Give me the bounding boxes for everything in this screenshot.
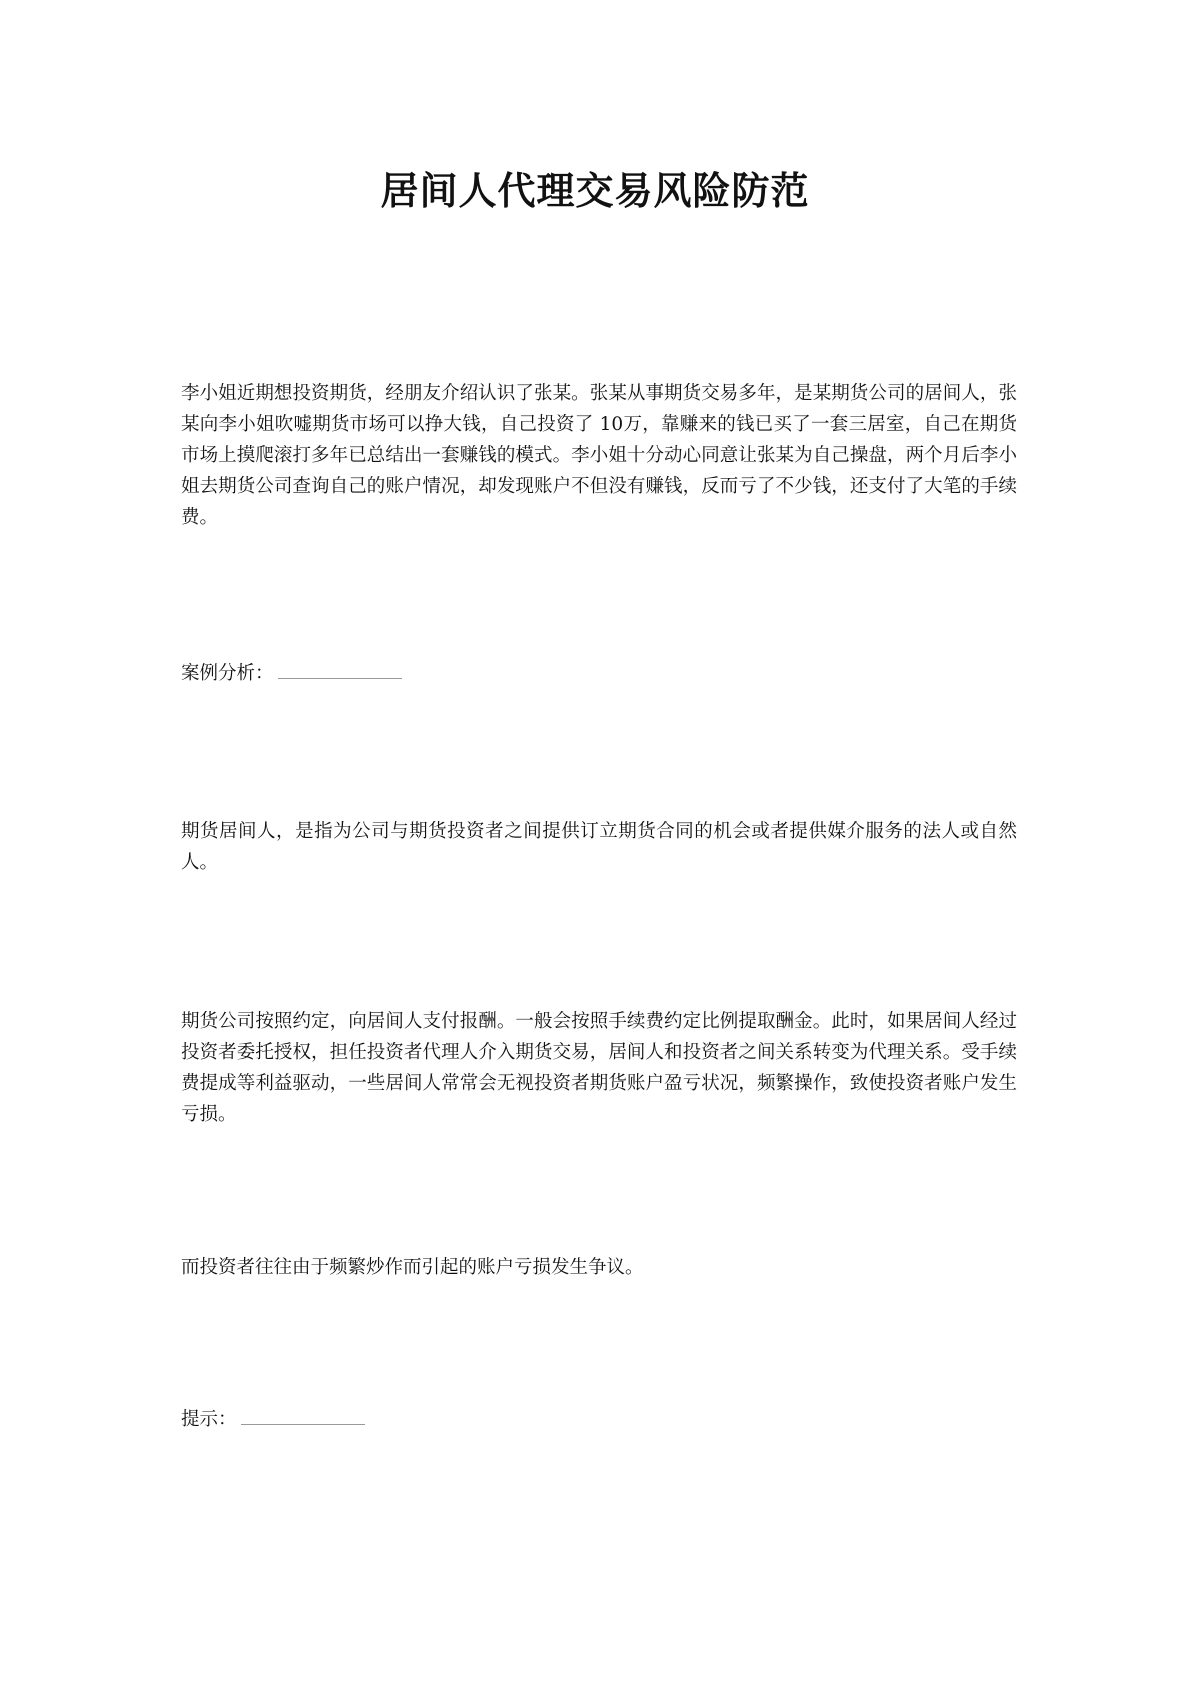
document-title: 居间人代理交易风险防范 [380,168,810,213]
hint-line [181,1404,1017,1435]
hint-label: 提示： [181,1409,237,1430]
case-analysis-line [181,658,1017,689]
commission-paragraph: 期货公司按照约定，向居间人支付报酬。一般会按照手续费约定比例提取酬金。此时，如果居间人经过投资者委托授权，担任投资者代理人介入期货交易，居间人和投资者之间关系转变为代理关系。受手续费提成等利益驱动，一些居间人常常会无视投资者期货账户盈亏状况，频繁操作，致使投资者账户发生亏损。 [181,1011,1017,1125]
case-analysis-label: 案例分析： [181,663,274,684]
hint-blank[interactable] [241,1406,365,1425]
case-story-paragraph: 李小姐近期想投资期货，经朋友介绍认识了张某。张某从事期货交易多年，是某期货公司的居间人，张某向李小姐吹嘘期货市场可以挣大钱，自己投资了 10万，靠赚来的钱已买了一套三居室，自己在期货市场上摸爬滚打多年已总结出一套赚钱的模式。李小姐十分动心同意让张某为自己操盘，两个月后李小姐去期货公司查询自己的账户情况，却发现账户不但没有赚钱，反而亏了不少钱，还支付了大笔的手续费。 [181,383,1017,528]
case-analysis-blank[interactable] [278,660,402,679]
dispute-paragraph: 而投资者往往由于频繁炒作而引起的账户亏损发生争议。 [181,1257,644,1278]
definition-paragraph: 期货居间人，是指为公司与期货投资者之间提供订立期货合同的机会或者提供媒介服务的法人或自然人。 [181,821,1017,873]
